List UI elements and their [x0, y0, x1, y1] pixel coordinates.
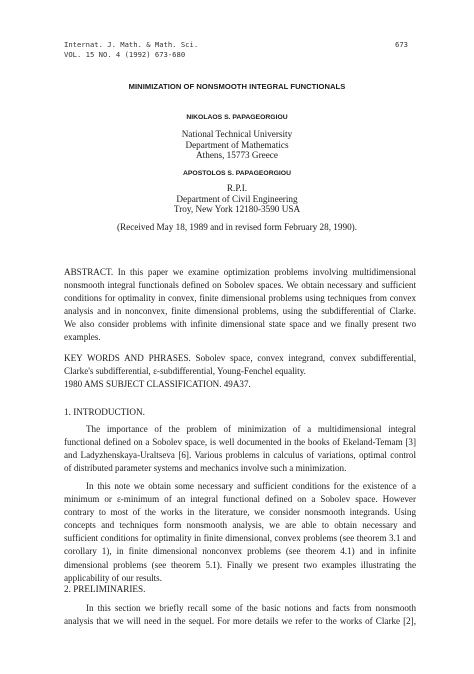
abstract-line: analysis and in nonconvex, finite dimensional problems, using the subdifferential of Clarke. — [64, 306, 416, 317]
abstract-line: ABSTRACT. In this paper we examine optimization problems involving multidimensional — [64, 267, 416, 277]
page-number: 673 — [395, 40, 408, 49]
section-1-heading: 1. INTRODUCTION. — [64, 407, 145, 417]
paragraph-line: The importance of the problem of minimization of a multidimensional integral — [86, 424, 416, 434]
ams-classification: 1980 AMS SUBJECT CLASSIFICATION. 49A37. — [64, 379, 251, 390]
paragraph-line: corollary 1), in finite dimensional nonconvex problems (see theorem 4.1) and in infinite — [64, 546, 416, 557]
journal-citation — [64, 40, 198, 60]
section-1-paragraph-2 — [64, 480, 416, 585]
abstract-line: examples. — [64, 332, 101, 343]
keywords-line: Clarke's subdifferential, ε-subdifferential, Young-Fenchel equality. — [64, 366, 306, 377]
abstract-line: nonsmooth integral functionals defined on Sobolev spaces. We obtain necessary and sufficient — [64, 280, 416, 291]
author-2-affiliation — [0, 183, 474, 215]
paragraph-line: In this section we briefly recall some of the basic notions and facts from nonsmooth — [86, 603, 416, 613]
affiliation-line: Troy, New York 12180-3590 USA — [173, 204, 301, 215]
paragraph-line: functional defined on a Sobolev space, is well documented in the books of Ekeland-Temam [3] — [64, 437, 416, 448]
keywords-line: KEY WORDS AND PHRASES. Sobolev space, convex integrand, convex subdifferential, — [64, 353, 416, 363]
paragraph-line: applicability of our results. — [64, 572, 162, 583]
affiliation-line: Athens, 15773 Greece — [196, 150, 278, 161]
paragraph-line: minimum or ε-minimum of an integral functional defined on a Sobolev space. However — [64, 494, 416, 505]
abstract-line: conditions for optimality in convex, finite dimensional problems using techniques from convex — [64, 293, 416, 304]
paper-title: MINIMIZATION OF NONSMOOTH INTEGRAL FUNCTIONALS — [128, 82, 346, 91]
section-2-heading: 2. PRELIMINARIES. — [64, 584, 146, 594]
journal-name: Internat. J. Math. & Math. Sci. — [64, 40, 199, 49]
journal-volume: VOL. 15 NO. 4 (1992) 673-680 — [64, 50, 186, 59]
section-2-paragraph-1 — [64, 602, 416, 628]
paragraph-line: analysis that we will need in the sequel. For more details we refer to the works of Clarke [2], — [64, 616, 416, 627]
abstract-line: We also consider problems with infinite dimensional state space and we finally present two — [64, 319, 416, 330]
abstract — [64, 266, 416, 345]
affiliation-line: Department of Mathematics — [185, 139, 289, 150]
paragraph-line: of distributed parameter systems and mechanics involve such a minimization. — [64, 463, 347, 474]
paragraph-line: concepts and techniques form nonsmooth analysis, we are able to obtain necessary and — [64, 520, 416, 531]
paragraph-line: contrary to most of the works in the literature, we consider nonsmooth integrands. Using — [64, 507, 416, 518]
paragraph-line: In this note we obtain some necessary and sufficient conditions for the existence of a — [86, 481, 416, 491]
section-1-paragraph-1 — [64, 423, 416, 475]
paragraph-line: and Ladyzhenskaya-Uraltseva [6]. Various problems in calculus of variations, optimal control — [64, 450, 416, 461]
keywords — [64, 352, 416, 391]
paragraph-line: dimensional problems (see theorem 5.1). Finally we present two examples illustrating the — [64, 559, 416, 570]
received-dates: (Received May 18, 1989 and in revised form February 28, 1990). — [116, 222, 358, 232]
author-2-name: APOSTOLOS S. PAPAGEORGIOU — [182, 170, 291, 177]
author-1-affiliation — [0, 129, 474, 161]
author-1-name: NIKOLAOS S. PAPAGEORGIOU — [186, 114, 288, 121]
affiliation-line: R.P.I. — [226, 183, 248, 193]
paragraph-line: sufficient conditions for optimality in finite dimensional, convex problems (see theorem 3.1 and — [64, 533, 416, 544]
affiliation-line: National Technical University — [181, 129, 293, 139]
affiliation-line: Department of Civil Engineering — [176, 193, 298, 204]
